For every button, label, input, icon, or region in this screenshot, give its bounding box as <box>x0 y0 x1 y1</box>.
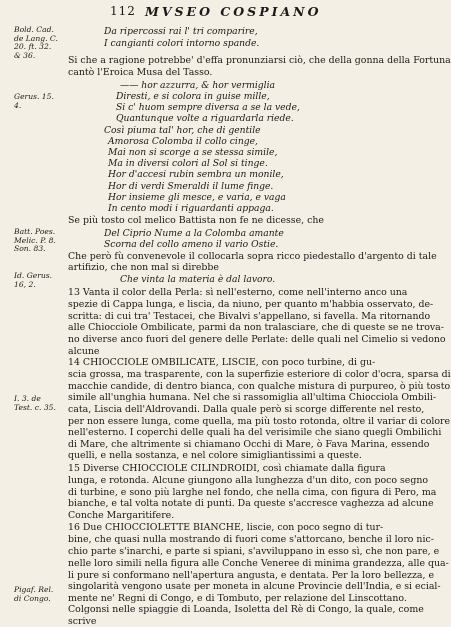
margin-note <box>14 228 72 254</box>
text-line: scrive <box>68 616 97 627</box>
margin-note-line: I. 3. de <box>14 394 41 403</box>
verse-line: Ma in diversi colori al Sol si tinge. <box>108 158 268 169</box>
text-line: cantò l'Eroica Musa del Tasso. <box>68 67 213 78</box>
text-line: alcune <box>68 346 100 357</box>
text-line: quelli, e nella sostanza, e nel colore simigliantissimi a queste. <box>68 450 362 461</box>
verse-line: Scorna del collo ameno il vario Ostie. <box>104 239 279 250</box>
margin-note-line: Gerus. 15. <box>14 92 54 101</box>
verse-line: Quantunque volte a riguardarla riede. <box>116 113 294 124</box>
text-line: li pure si conformano nell'apertura angusta, e dentata. Per la loro bellezza, e <box>68 570 434 581</box>
margin-note-line: & 36. <box>14 50 36 60</box>
margin-note-line: 16, 2. <box>14 279 36 289</box>
text-line: 14 CHIOCCIOLE OMBILICATE, LISCIE, con poco turbine, di gu- <box>68 357 376 368</box>
text-line: Che però fù convenevole il collocarla sopra ricco piedestallo d'argento di tale <box>68 251 437 262</box>
margin-note-line: de Lang. C. <box>14 33 58 43</box>
margin-note-line: Test. c. 35. <box>14 402 56 412</box>
margin-note-line: 20. ft. 32. <box>14 42 52 52</box>
margin-note-line: Pigaf. Rel. <box>14 585 54 594</box>
text-line: alle Chiocciole Ombilicate, parmi da non tralasciare, che di queste se ne trova- <box>68 322 444 333</box>
verse-line: I cangianti colori intorno spande. <box>104 38 260 49</box>
verse-line: Amorosa Colomba il collo cinge, <box>108 136 258 147</box>
text-line: nelle loro simili nella figura alle Conche Veneree di minima grandezza, alle qua- <box>68 558 449 569</box>
text-line: Si che a ragione potrebbe' d'effa pronunziarsi ciò, che della gonna della Fortuna <box>68 55 451 66</box>
text-line: bianche, e tal volta notate di punti. Da queste s'accresce vaghezza ad alcune <box>68 498 434 509</box>
text-line: scia grossa, ma trasparente, con la superfizie esteriore di color d'ocra, sparsa di <box>68 369 451 380</box>
margin-note <box>14 395 72 412</box>
running-title: MVSEO COSPIANO <box>145 4 322 19</box>
margin-note-line: Id. Gerus. <box>14 271 53 280</box>
verse-line: Da ripercossi rai l' tri comparire, <box>104 26 258 37</box>
verse-line: Hor d'accesi rubin sembra un monile, <box>108 169 284 180</box>
text-line: 13 Vanta il color della Perla: sì nell'esterno, come nell'interno anco una <box>68 287 408 298</box>
text-line: bine, che quasi nulla mostrando di fuori come s'attorcano, benche il loro nic- <box>68 534 434 545</box>
margin-note <box>14 272 72 289</box>
margin-note <box>14 586 72 603</box>
text-line: di Mare, che altrimente si chiamano Occhi di Mare, ò Fava Marina, essendo <box>68 439 430 450</box>
text-line: Colgonsi nelle spiaggie di Loanda, Isoletta del Rè di Congo, la quale, come <box>68 604 424 615</box>
margin-note <box>14 26 72 60</box>
verse-line: Così piuma tal' hor, che di gentile <box>104 125 261 136</box>
text-line: scritta: di cui tra' Testacei, che Bivalvi s'appellano, si favella. Ma ritornando <box>68 311 431 322</box>
margin-note-line: Bold. Cad. <box>14 25 54 34</box>
verse-line: Del Ciprio Nume a la Colomba amante <box>104 228 284 239</box>
text-line: artifizio, che non mal si direbbe <box>68 262 219 273</box>
text-line: no diverse anco fuori del genere delle Perlate: delle quali nel Cimelio si vedono <box>68 334 446 345</box>
verse-line: —— hor azzurra, & hor vermiglia <box>120 80 275 91</box>
margin-note <box>14 93 72 110</box>
text-line: Conche Margaritifere. <box>68 510 175 521</box>
verse-line: In cento modi i riguardanti appaga. <box>108 203 274 214</box>
text-line: cata, Liscia dell'Aldrovandi. Dalla quale però si scorge differente nel resto, <box>68 404 425 415</box>
text-line: nell'esterno. I coperchi delle quali ha del verisimile che siano quegli Ombilichi <box>68 427 442 438</box>
page-number: 112 <box>110 4 136 18</box>
text-line: 15 Diverse CHIOCCIOLE CILINDROIDI, così chiamate dalla figura <box>68 463 386 474</box>
margin-note-line: Son. 83. <box>14 244 46 254</box>
verse-line: Diresti, e si colora in guise mille, <box>116 91 270 102</box>
page-header <box>0 4 411 20</box>
text-line: 16 Due CHIOCCIOLETTE BIANCHE, liscie, con poco segno di tur- <box>68 522 384 533</box>
text-line: Se più tosto col melico Battista non fe ne dicesse, che <box>68 215 324 226</box>
margin-note-line: di Congo. <box>14 593 51 603</box>
verse-line: Hor di verdi Smeraldi il lume finge. <box>108 181 274 192</box>
text-line: di turbine, e sono più larghe nel fondo, che nella cima, con figura di Pero, ma <box>68 487 437 498</box>
text-line: spezie di Cappa lunga, e liscia, da niuno, per quanto m'habbia osservato, de- <box>68 299 434 310</box>
text-line: macchie candide, di dentro bianca, con qualche mistura di purpureo, ò più tosto <box>68 381 451 392</box>
text-line: per non essere lunga, come quella, ma più tosto rotonda, oltre il variar di colore <box>68 416 451 427</box>
text-line: lunga, e rotonda. Alcune giungono alla lunghezza d'un dito, con poco segno <box>68 475 429 486</box>
verse-line: Che vinta la materia è dal lavoro. <box>120 274 276 285</box>
text-line: chio parte s'inarchi, e parte si spiani, s'avviluppano in esso sì, che non pare, e <box>68 546 440 557</box>
text-line: singolarità vengono usate per moneta in alcune Provincie dell'India, e si ecial- <box>68 581 441 592</box>
verse-line: Hor insieme gli mesce, e varia, e vaga <box>108 192 286 203</box>
margin-note-line: Melic. P. 8. <box>14 235 56 245</box>
verse-line: Si c' huom sempre diversa a se la vede, <box>116 102 300 113</box>
margin-note-line: 4. <box>14 100 22 110</box>
text-line: mente ne' Regni di Congo, e di Tombuto, per relazione del Linscottano. <box>68 593 407 604</box>
text-line: simile all'unghia humana. Nel che si rassomiglia all'ultima Chiocciola Ombili- <box>68 392 437 403</box>
margin-note-line: Batt. Poes. <box>14 227 56 236</box>
verse-line: Mai non si scorge a se stessa simile, <box>108 147 278 158</box>
